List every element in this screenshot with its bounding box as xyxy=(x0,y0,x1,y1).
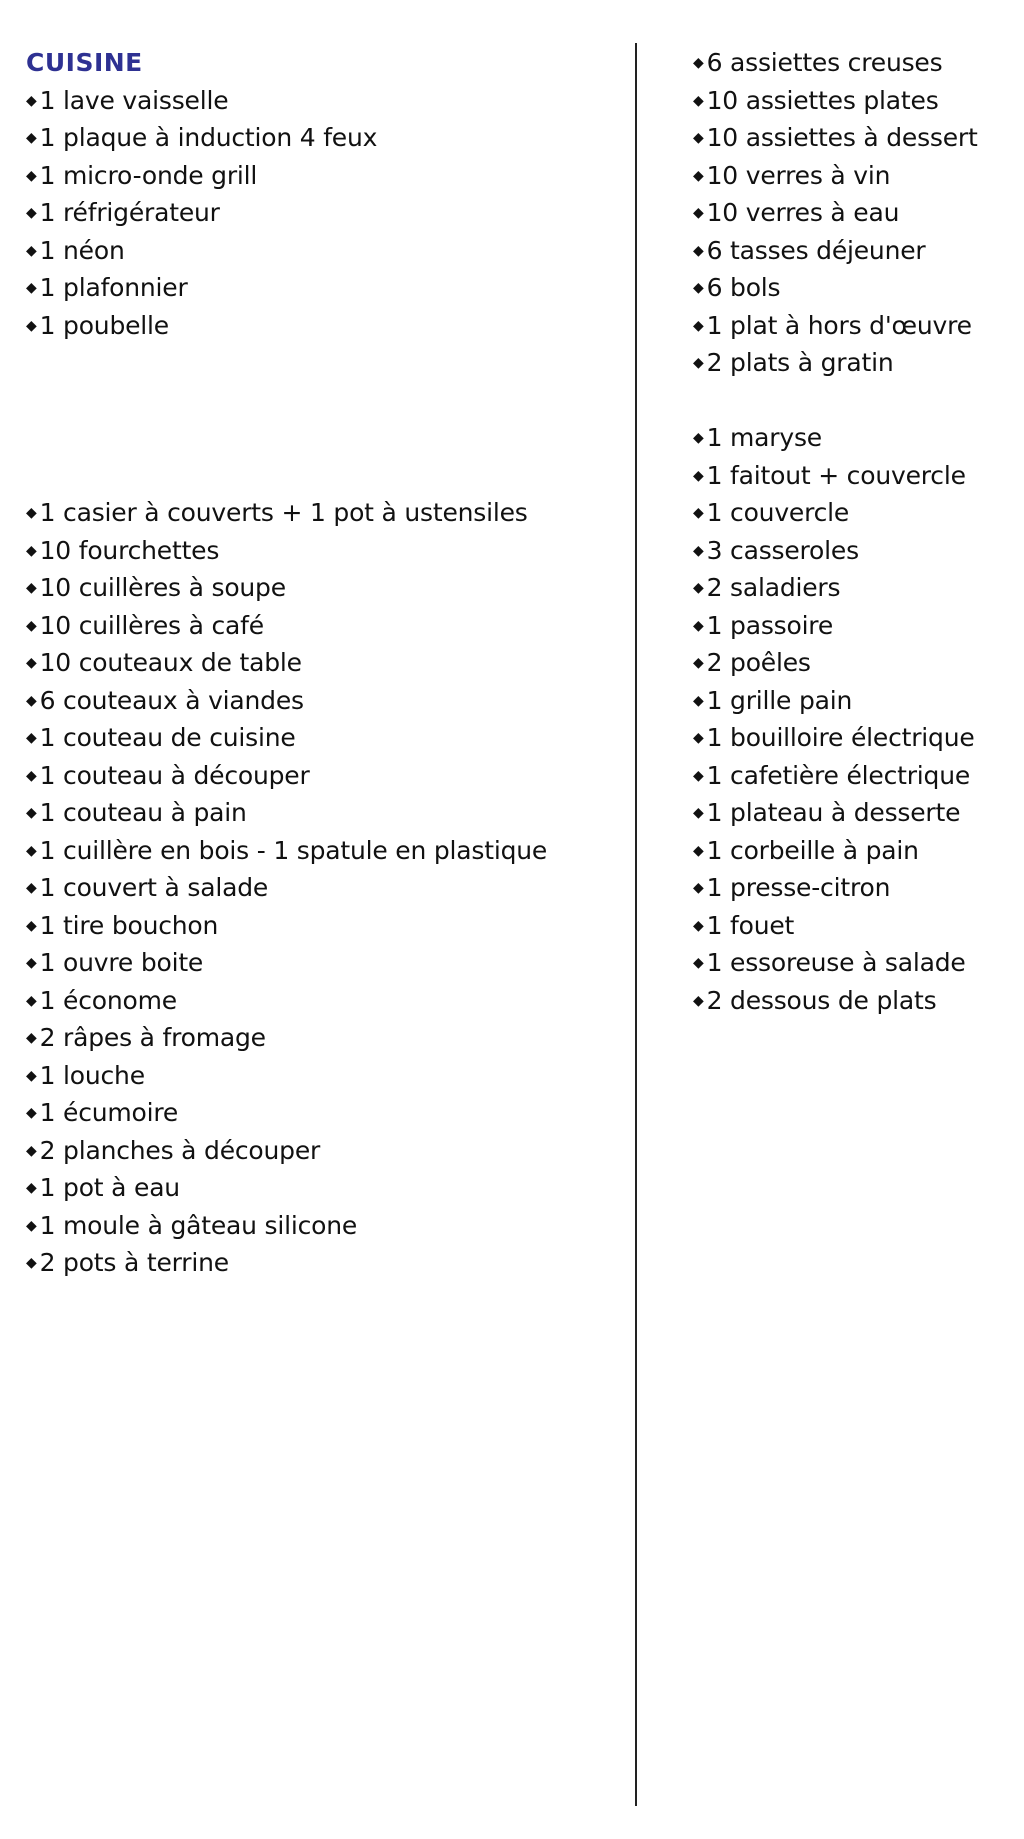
list-item-label: 1 essoreuse à salade xyxy=(706,948,966,977)
list-item xyxy=(26,757,626,795)
bullet-icon: ◆ xyxy=(26,205,37,221)
bullet-icon: ◆ xyxy=(26,655,37,671)
list-item-label: 1 plateau à desserte xyxy=(706,798,961,827)
bullet-icon: ◆ xyxy=(26,730,37,746)
list-item-label: 1 cuillère en bois - 1 spatule en plastique xyxy=(39,835,548,865)
bullet-icon: ◆ xyxy=(26,505,37,521)
list-item xyxy=(26,194,626,232)
list-item-label: 1 passoire xyxy=(706,610,834,640)
list-item xyxy=(693,44,1013,82)
list-item xyxy=(693,907,1013,945)
list-item-label: 10 cuillères à soupe xyxy=(39,573,286,602)
section-title: CUISINE xyxy=(26,48,143,77)
bullet-icon: ◆ xyxy=(693,655,704,671)
bullet-icon: ◆ xyxy=(693,917,704,934)
list-item xyxy=(26,644,626,682)
bullet-icon: ◆ xyxy=(693,205,704,221)
list-item xyxy=(26,307,626,345)
bullet-icon: ◆ xyxy=(26,767,37,784)
list-item-label: 2 râpes à fromage xyxy=(39,1023,266,1052)
bullet-icon: ◆ xyxy=(26,242,37,259)
list-item-label: 10 cuillères à café xyxy=(39,610,264,640)
list-item-label: 1 économe xyxy=(39,985,177,1015)
list-item xyxy=(693,607,1013,645)
list-item xyxy=(26,569,626,607)
list-item xyxy=(693,644,1013,682)
list-item xyxy=(693,194,1013,232)
list-item xyxy=(26,494,626,532)
list-item xyxy=(693,344,1013,382)
list-item-label: 2 poêles xyxy=(706,648,811,677)
bullet-icon: ◆ xyxy=(26,842,37,859)
bullet-icon: ◆ xyxy=(693,280,704,296)
bullet-icon: ◆ xyxy=(26,167,37,184)
list-item-label: 2 planches à découper xyxy=(39,1135,321,1165)
bullet-icon: ◆ xyxy=(693,430,704,446)
list-item xyxy=(693,307,1013,345)
list-item-label: 10 verres à eau xyxy=(706,198,900,227)
bullet-icon: ◆ xyxy=(26,1217,37,1234)
list-item-label: 2 saladiers xyxy=(706,573,841,602)
list-item xyxy=(26,1132,626,1170)
list-item-label: 6 tasses déjeuner xyxy=(706,235,926,265)
list-item-label: 2 pots à terrine xyxy=(39,1248,229,1277)
bullet-icon: ◆ xyxy=(693,692,704,709)
list-item-label: 6 assiettes creuses xyxy=(706,48,943,77)
list-item xyxy=(26,607,626,645)
blank-row xyxy=(26,419,626,457)
list-item-label: 1 micro-onde grill xyxy=(39,160,258,190)
bullet-icon: ◆ xyxy=(26,92,37,109)
list-item xyxy=(693,269,1013,307)
bullet-icon: ◆ xyxy=(693,767,704,784)
list-item-label: 1 cafetière électrique xyxy=(706,760,971,790)
list-item xyxy=(26,119,626,157)
bullet-icon: ◆ xyxy=(693,580,704,596)
bullet-icon: ◆ xyxy=(26,805,37,821)
list-item-label: 3 casseroles xyxy=(706,535,859,565)
list-item xyxy=(26,532,626,570)
bullet-icon: ◆ xyxy=(26,692,37,709)
bullet-icon: ◆ xyxy=(26,1105,37,1121)
list-item xyxy=(26,1244,626,1282)
list-item-label: 1 plaque à induction 4 feux xyxy=(39,123,378,152)
bullet-icon: ◆ xyxy=(26,280,37,296)
list-item-label: 1 néon xyxy=(39,235,125,265)
list-item xyxy=(26,719,626,757)
bullet-icon: ◆ xyxy=(693,542,704,559)
bullet-icon: ◆ xyxy=(26,130,37,146)
right-column-list xyxy=(693,44,1013,1019)
list-item xyxy=(26,832,626,870)
bullet-icon: ◆ xyxy=(693,317,704,334)
bullet-icon: ◆ xyxy=(693,130,704,146)
bullet-icon: ◆ xyxy=(693,505,704,521)
list-item xyxy=(26,907,626,945)
bullet-icon: ◆ xyxy=(26,617,37,634)
list-item xyxy=(693,757,1013,795)
bullet-icon: ◆ xyxy=(693,167,704,184)
bullet-icon: ◆ xyxy=(693,617,704,634)
bullet-icon: ◆ xyxy=(693,992,704,1009)
list-item xyxy=(693,944,1013,982)
list-item xyxy=(693,869,1013,907)
list-item-label: 1 plat à hors d'œuvre xyxy=(706,310,972,340)
list-item xyxy=(26,682,626,720)
list-item-label: 1 couteau à pain xyxy=(39,798,247,827)
list-item-label: 1 casier à couverts + 1 pot à ustensiles xyxy=(39,498,528,527)
list-item-label: 6 couteaux à viandes xyxy=(39,685,304,715)
list-item xyxy=(26,1169,626,1207)
bullet-icon: ◆ xyxy=(26,992,37,1009)
list-item xyxy=(693,682,1013,720)
list-item-label: 2 dessous de plats xyxy=(706,985,937,1015)
bullet-icon: ◆ xyxy=(693,880,704,896)
list-item-label: 1 couteau de cuisine xyxy=(39,723,296,752)
list-item-label: 1 corbeille à pain xyxy=(706,835,919,865)
blank-row xyxy=(26,382,626,420)
list-item-label: 10 assiettes à dessert xyxy=(706,123,978,152)
list-item xyxy=(26,982,626,1020)
list-item xyxy=(26,232,626,270)
list-item xyxy=(693,719,1013,757)
list-item xyxy=(26,794,626,832)
list-item xyxy=(693,232,1013,270)
list-item xyxy=(693,569,1013,607)
list-item-label: 1 fouet xyxy=(706,910,795,940)
bullet-icon: ◆ xyxy=(693,730,704,746)
list-item-label: 1 maryse xyxy=(706,423,822,452)
bullet-icon: ◆ xyxy=(693,55,704,71)
list-item xyxy=(26,869,626,907)
bullet-icon: ◆ xyxy=(26,542,37,559)
bullet-icon: ◆ xyxy=(26,1142,37,1159)
blank-row xyxy=(26,457,626,495)
bullet-icon: ◆ xyxy=(26,955,37,971)
bullet-icon: ◆ xyxy=(26,880,37,896)
list-item xyxy=(26,157,626,195)
bullet-icon: ◆ xyxy=(26,1255,37,1271)
list-item-label: 1 écumoire xyxy=(39,1098,179,1127)
list-item-label: 1 faitout + couvercle xyxy=(706,460,966,490)
blank-row xyxy=(693,382,1013,420)
bullet-icon: ◆ xyxy=(26,1067,37,1084)
list-item-label: 1 bouilloire électrique xyxy=(706,723,975,752)
list-item xyxy=(26,1207,626,1245)
list-item-label: 10 verres à vin xyxy=(706,160,891,190)
list-item xyxy=(26,269,626,307)
list-item xyxy=(693,457,1013,495)
list-item-label: 1 plafonnier xyxy=(39,273,188,302)
list-item xyxy=(26,1094,626,1132)
bullet-icon: ◆ xyxy=(26,317,37,334)
bullet-icon: ◆ xyxy=(693,92,704,109)
list-item-label: 10 couteaux de table xyxy=(39,648,302,677)
list-item xyxy=(26,1057,626,1095)
list-item-label: 1 louche xyxy=(39,1060,145,1090)
list-item xyxy=(693,419,1013,457)
left-column-list xyxy=(26,44,626,1282)
list-item xyxy=(693,832,1013,870)
list-item xyxy=(693,982,1013,1020)
list-item-label: 1 réfrigérateur xyxy=(39,198,220,227)
list-item-label: 10 assiettes plates xyxy=(706,85,939,115)
bullet-icon: ◆ xyxy=(693,355,704,371)
list-item xyxy=(26,1019,626,1057)
bullet-icon: ◆ xyxy=(26,580,37,596)
bullet-icon: ◆ xyxy=(693,242,704,259)
bullet-icon: ◆ xyxy=(26,1180,37,1196)
list-item-label: 1 tire bouchon xyxy=(39,910,219,940)
list-item-label: 1 presse-citron xyxy=(706,873,891,902)
list-item-label: 1 ouvre boite xyxy=(39,948,204,977)
list-item xyxy=(693,157,1013,195)
list-item xyxy=(693,494,1013,532)
list-item-label: 1 moule à gâteau silicone xyxy=(39,1210,358,1240)
list-item xyxy=(693,794,1013,832)
bullet-icon: ◆ xyxy=(693,805,704,821)
list-item-label: 1 pot à eau xyxy=(39,1173,180,1202)
list-item-label: 2 plats à gratin xyxy=(706,348,894,377)
bullet-icon: ◆ xyxy=(693,842,704,859)
list-item xyxy=(26,82,626,120)
list-item-label: 6 bols xyxy=(706,273,781,302)
blank-row xyxy=(26,344,626,382)
bullet-icon: ◆ xyxy=(693,955,704,971)
list-item-label: 1 lave vaisselle xyxy=(39,85,229,115)
list-item-label: 1 couvercle xyxy=(706,498,850,527)
bullet-icon: ◆ xyxy=(693,467,704,484)
list-item-label: 10 fourchettes xyxy=(39,535,220,565)
list-item-label: 1 couvert à salade xyxy=(39,873,269,902)
bullet-icon: ◆ xyxy=(26,917,37,934)
list-item xyxy=(693,119,1013,157)
list-item-label: 1 grille pain xyxy=(706,685,853,715)
list-item xyxy=(693,82,1013,120)
list-item xyxy=(693,532,1013,570)
bullet-icon: ◆ xyxy=(26,1030,37,1046)
list-item-label: 1 couteau à découper xyxy=(39,760,310,790)
list-item xyxy=(26,944,626,982)
column-divider xyxy=(635,43,637,1806)
list-item-label: 1 poubelle xyxy=(39,310,169,340)
